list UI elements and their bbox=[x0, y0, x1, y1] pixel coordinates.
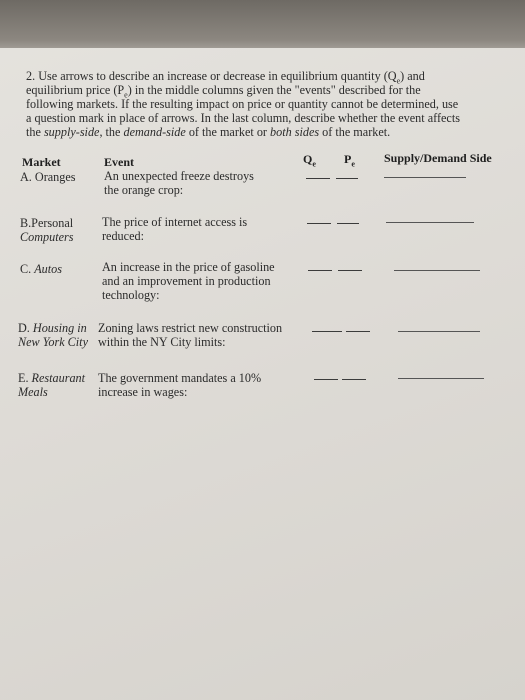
row-e-event-1: The government mandates a 10% bbox=[98, 371, 262, 385]
row-e-pe-blank[interactable] bbox=[342, 379, 366, 380]
row-b-market-2 bbox=[20, 231, 74, 245]
row-c-qe-blank[interactable] bbox=[308, 270, 332, 271]
instructions-text: 2. Use arrows to describe an increase or decrease in equilibrium quantity (Q bbox=[26, 69, 397, 83]
row-d-side-blank[interactable] bbox=[398, 331, 480, 332]
row-c-side-blank[interactable] bbox=[394, 270, 480, 271]
instructions-text-end: ) in the middle columns given the "events" described for the bbox=[127, 83, 421, 97]
instructions-text: equilibrium price (P bbox=[26, 83, 125, 97]
market-label-visible: Housing in bbox=[32, 321, 87, 335]
market-label-visible: Restaurant bbox=[31, 371, 86, 385]
header-qe bbox=[303, 153, 316, 171]
header-qe-letter: Q bbox=[303, 152, 313, 166]
row-d-event-1: Zoning laws restrict new construction bbox=[98, 321, 283, 335]
header-event: Event bbox=[104, 155, 134, 169]
header-market: Market bbox=[22, 155, 61, 169]
row-e-event-2: increase in wages: bbox=[98, 385, 188, 399]
row-c-event-1: An increase in the price of gasoline bbox=[102, 260, 275, 274]
market-label: New York City bbox=[18, 335, 88, 349]
supply-side-term: supply-side bbox=[43, 125, 100, 139]
instructions-text-end: ) and bbox=[400, 69, 425, 83]
market-label-visible: Autos bbox=[34, 262, 62, 276]
instructions-text: , the bbox=[99, 125, 124, 139]
row-e-market-1: E. Restaurant bbox=[18, 371, 86, 385]
row-b-qe-blank[interactable] bbox=[307, 223, 331, 224]
header-pe-letter: P bbox=[344, 152, 352, 166]
row-e-market-2 bbox=[18, 386, 48, 400]
instructions-text: of the market or bbox=[185, 125, 271, 139]
qe-subscript: e bbox=[396, 76, 401, 86]
instructions-line-4: a question mark in place of arrows. In the last column, describe whether the event affects bbox=[26, 111, 460, 125]
row-c-event-2: and an improvement in production bbox=[102, 274, 271, 288]
instructions-text: the bbox=[26, 125, 44, 139]
row-b-pe-blank[interactable] bbox=[337, 223, 359, 224]
row-d-pe-blank[interactable] bbox=[346, 331, 370, 332]
pe-subscript: e bbox=[124, 90, 128, 100]
row-e-side-blank[interactable] bbox=[398, 378, 484, 379]
row-c-pe-blank[interactable] bbox=[338, 270, 362, 271]
both-sides-term: both sides bbox=[270, 125, 320, 139]
row-b-side-blank[interactable] bbox=[386, 222, 474, 223]
instructions-line-5 bbox=[26, 126, 390, 140]
row-a-side-blank[interactable] bbox=[384, 177, 466, 178]
row-c-event-3: technology: bbox=[102, 288, 160, 302]
row-b-event-1: The price of internet access is bbox=[102, 215, 248, 229]
row-d-event-2: within the NY City limits: bbox=[98, 335, 226, 349]
market-label: Computers bbox=[20, 230, 74, 244]
row-d-market-2 bbox=[18, 336, 88, 350]
row-d-market-1: D. Housing in bbox=[18, 321, 87, 335]
market-label: Meals bbox=[18, 385, 48, 399]
row-b-market-1: B.Personal bbox=[20, 216, 74, 230]
instructions-line-3: following markets. If the resulting impact on price or quantity cannot be determined, use bbox=[26, 97, 459, 111]
row-d-qe-blank[interactable] bbox=[312, 331, 342, 332]
header-pe bbox=[344, 153, 355, 171]
row-a-qe-blank[interactable] bbox=[306, 178, 330, 179]
instructions-text: of the market. bbox=[319, 125, 391, 139]
demand-side-term: demand-side bbox=[123, 125, 186, 139]
header-pe-subscript: e bbox=[351, 159, 355, 169]
row-a-market bbox=[20, 171, 76, 185]
row-a-pe-blank[interactable] bbox=[336, 178, 358, 179]
row-a-event-1: An unexpected freeze destroys bbox=[104, 169, 254, 183]
market-label: A. Oranges bbox=[20, 170, 76, 184]
row-e-qe-blank[interactable] bbox=[314, 379, 338, 380]
row-b-event-2: reduced: bbox=[102, 229, 144, 243]
row-a-event-2: the orange crop: bbox=[104, 183, 184, 197]
header-side: Supply/Demand Side bbox=[384, 151, 492, 165]
row-c-market: C. Autos bbox=[20, 262, 62, 276]
header-qe-subscript: e bbox=[312, 159, 316, 169]
